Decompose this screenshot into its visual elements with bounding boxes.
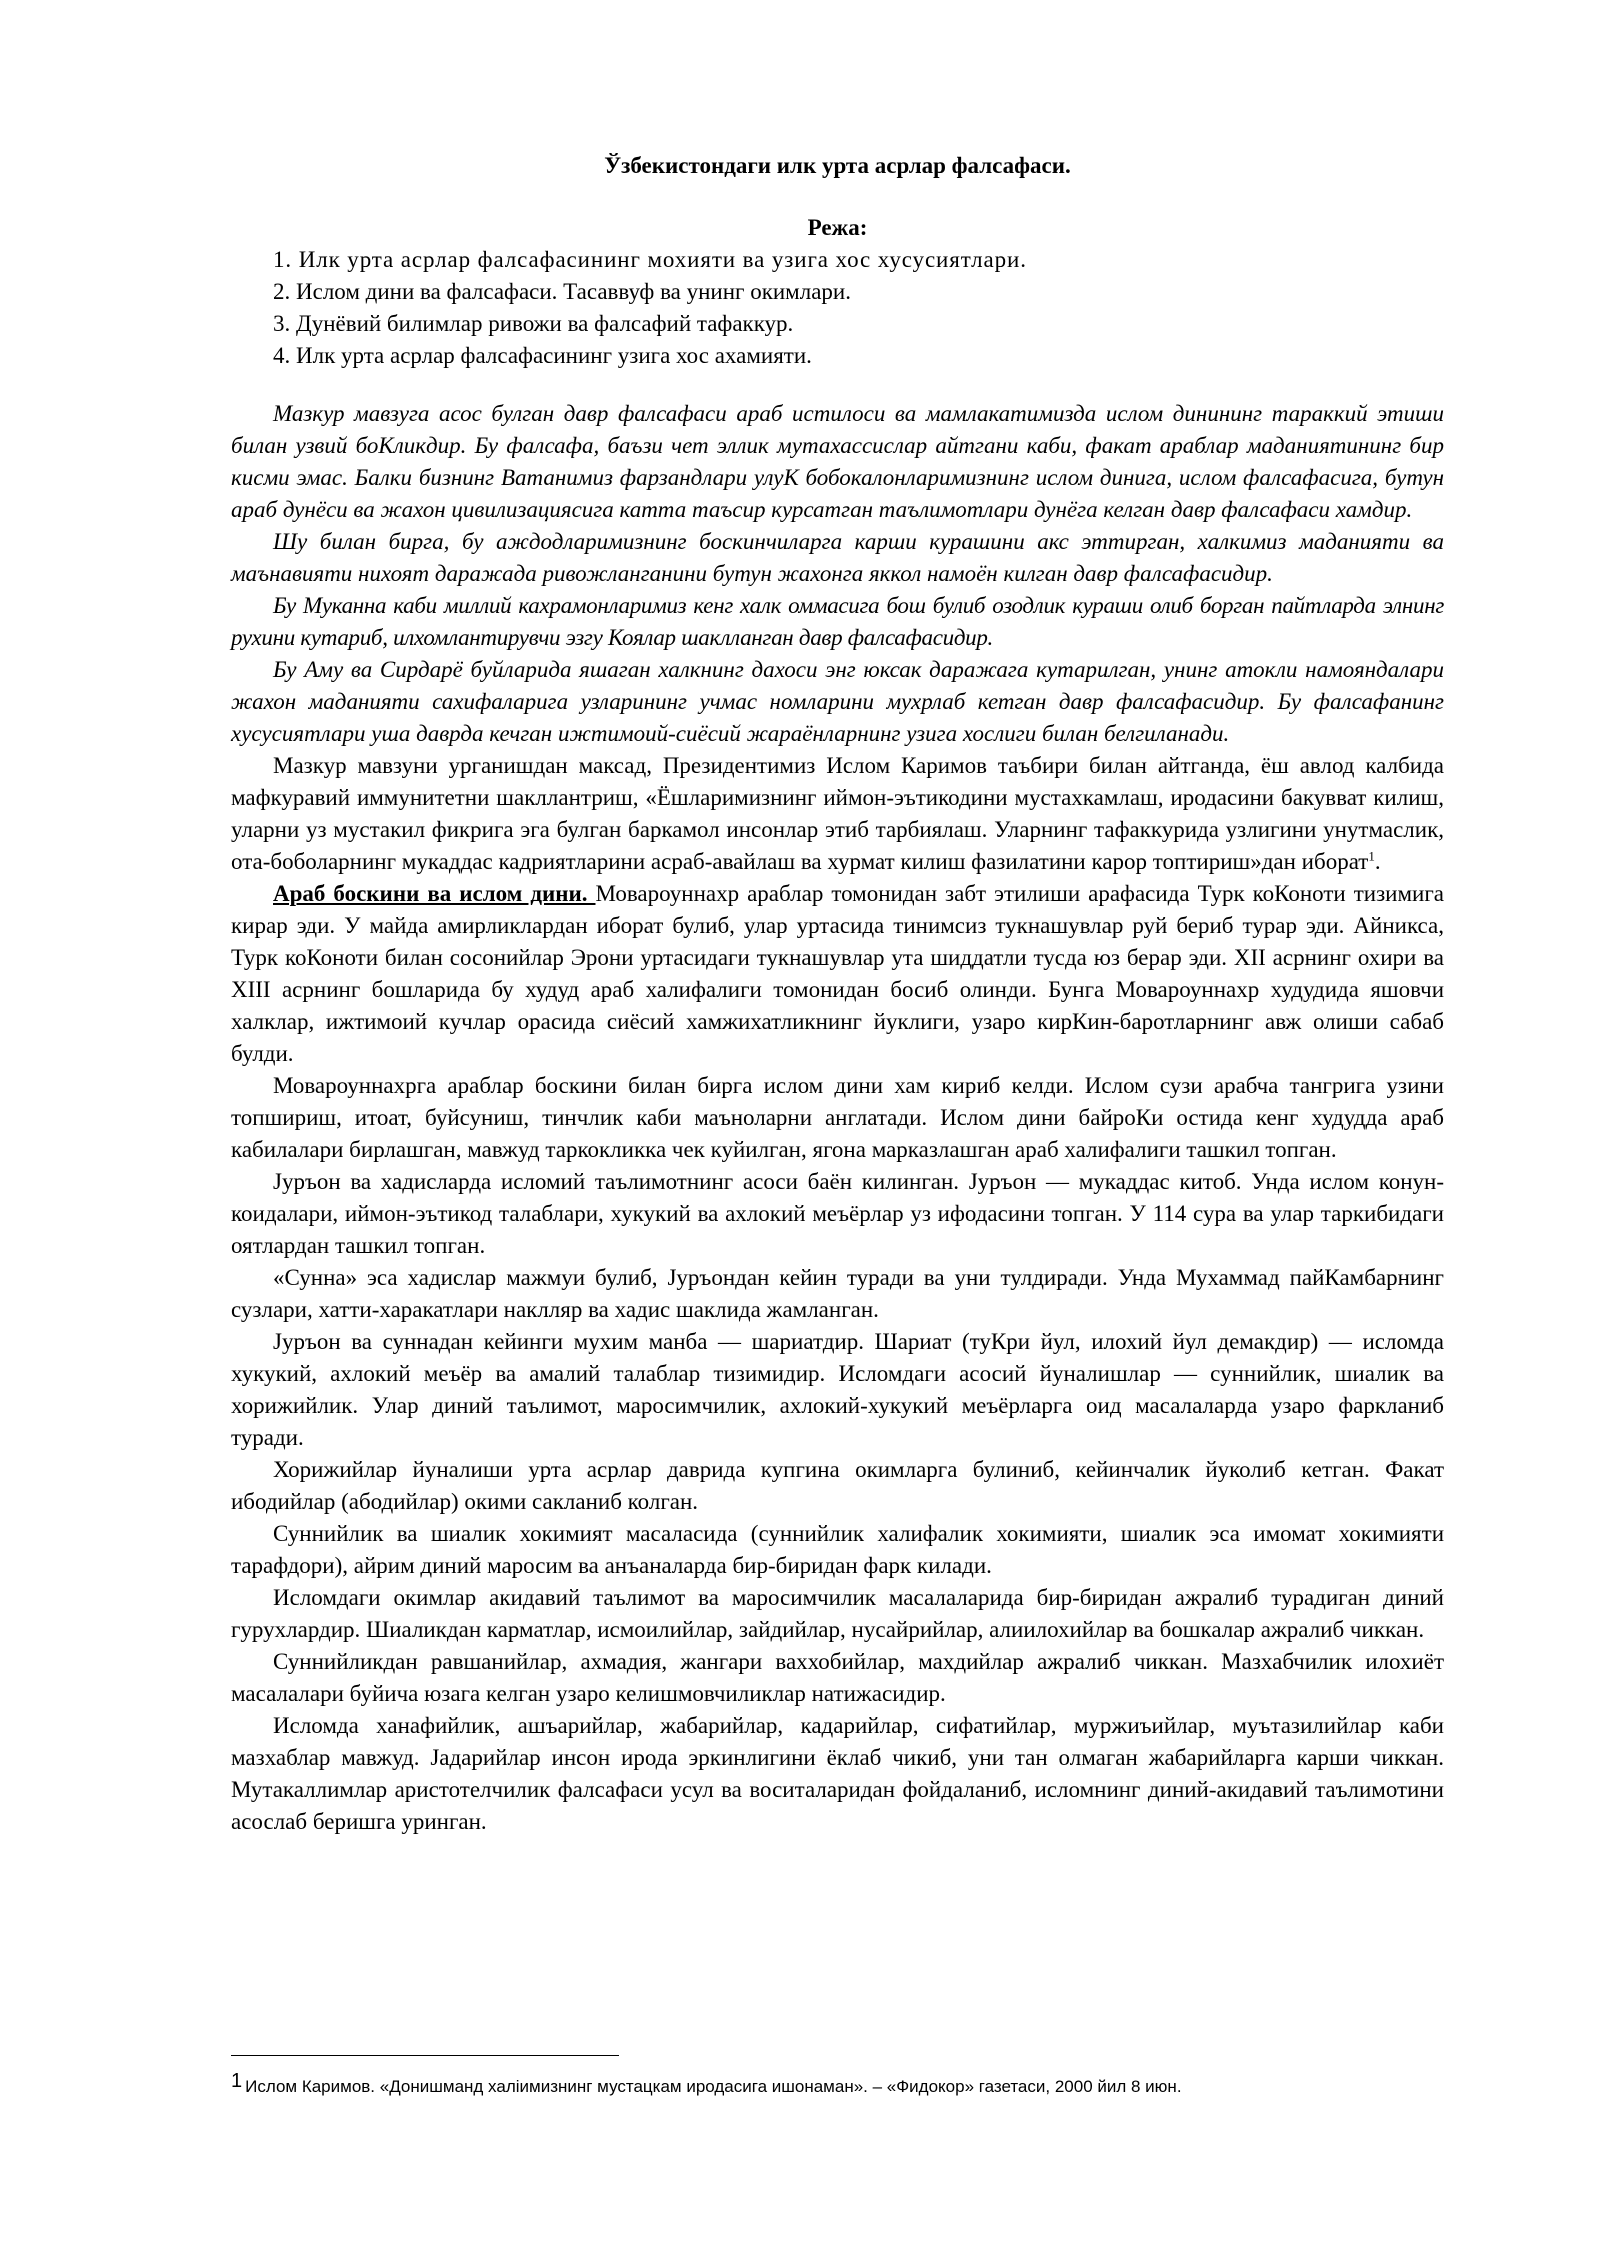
section-lead-text: Мовароуннахр араблар томонидан забт этилиши арафасида Турк коКоноти тизимига кирар эди. У майда амирликлардан иборат булиб, улар уртасида тинимсиз тукнашувлар руй бериб турар эди. Айникса, Турк коКоноти билан сосонийлар Эрони уртасидаги тукнашувлар ута шиддатли тусда юз берар эди. XII асрнинг охири ва XIII асрнинг бошларида бу худуд араб халифалиги томонидан босиб олинди. Бунга Мовароуннахр худудида яшовчи халклар, ижтимоий кучлар орасида сиёсий хамжихатликнинг йуклиги, узаро кирКин-баротларнинг авж олиши сабаб булди. [231,881,1444,1066]
plan-item: 4. Илк урта асрлар фалсафасининг узига хос ахамияти. [273,343,812,368]
intro-paragraph: Мазкур мавзуга асос булган давр фалсафаси араб истилоси ва мамлакатимизда ислом динининг тараккий этиши билан узвий боКликдир. Бу фалсафа, баъзи чет эллик мутахассислар айтгани каби, факат араблар маданиятининг бир кисми эмас. Балки бизнинг Ватанимиз фарзандлари улуК бобокалонларимизнинг ислом динига, ислом фалсафасига, бутун араб дунёси ва жахон цивилизациясига катта таъсир курсатган таълимотлари дунёга келган давр фалсафаси хамдир. [231,401,1444,522]
body-paragraph: Јуръон ва хадисларда исломий таълимотнинг асоси баён килинган. Јуръон — мукаддас китоб. Унда ислом конун-коидалари, иймон-эътикод талаблари, хукукий ва ахлокий меъёрлар уз ифодасини топган. У 114 сура ва улар таркибидаги оятлардан ташкил топган. [231,1169,1444,1258]
footnote-mark: 1 [231,2070,243,2092]
goal-paragraph-text: Мазкур мавзуни урганишдан максад, Президентимиз Ислом Каримов таъбири билан айтганда, ёш авлод калбида мафкуравий иммунитетни шакллантриш, «Ёшларимизнинг иймон-эътикодини мустахкамлаш, иродасини бакувват килиш, уларни уз мустакил фикрига эга булган баркамол инсонлар этиб тарбиялаш. Уларнинг тафаккурида узлигини унутмаслик, ота-боболарнинг мукаддас кадриятларини асраб-авайлаш ва хурмат килиш фазилатини карор топтириш»дан иборат [231,753,1444,874]
goal-paragraph: Мазкур мавзуни урганишдан максад, Президентимиз Ислом Каримов таъбири билан айтганда, ёш авлод калбида мафкуравий иммунитетни шакллантриш, «Ёшларимизнинг иймон-эътикодини мустахкамлаш, иродасини бакувват килиш, уларни уз мустакил фикрига эга булган баркамол инсонлар этиб тарбиялаш. Уларнинг тафаккурида узлигини унутмаслик, ота-боболарнинг мукаддас кадриятларини асраб-авайлаш ва хурмат килиш фазилатини карор топтириш»дан иборат$^1$. [231,753,1444,874]
intro-paragraph: Шу билан бирга, бу аждодларимизнинг боскинчиларга карши курашини акс эттирган, халкимиз маданияти ва маънавияти нихоят даражада ривожланганини бутун жахонга яккол намоён килган давр фалсафасидир. [231,529,1444,586]
body-paragraph: Јуръон ва суннадан кейинги мухим манба — шариатдир. Шариат (туКри йул, илохий йул демакдир) — исломда хукукий, ахлокий меъёр ва амалий талаблар тизимидир. Исломдаги асосий йуналишлар — суннийлик, шиалик ва хорижийлик. Улар диний таълимот, маросимчилик, ахлокий-хукукий меъёрларга оид масалаларда узаро фаркланиб туради. [231,1329,1444,1450]
plan-item: 2. Ислом дини ва фалсафаси. Тасаввуф ва унинг окимлари. [273,279,851,304]
plan-item: 1. Илк урта асрлар фалсафасининг мохияти ва узига хос хусусиятлари. [273,247,1027,272]
document-title: Ўзбекистондаги илк урта асрлар фалсафаси. [604,153,1071,178]
footnote-separator [231,2055,619,2056]
plan-heading: Режа: [807,215,868,240]
plan-item: 3. Дунёвий билимлар ривожи ва фалсафий тафаккур. [273,311,794,336]
document-page [231,150,1444,1838]
plan-list [231,244,1444,372]
footnote [231,2068,1444,2100]
body-paragraph: Суннийлик ва шиалик хокимият масаласида (суннийлик халифалик хокимияти, шиалик эса имомат хокимияти тарафдори), айрим диний маросим ва анъаналарда бир-биридан фарк килади. [231,1521,1444,1578]
section-heading: Араб боскини ва ислом дини. [273,881,596,906]
body-paragraph: Суннийликдан равшанийлар, ахмадия, жангари ваххобийлар, махдийлар ажралиб чиккан. Мазхабчилик илохиёт масалалари буйича юзага келган узаро келишмовчиликлар натижасидир. [231,1649,1444,1706]
body-paragraph: Мовароуннахрга араблар боскини билан бирга ислом дини хам кириб келди. Ислом сузи арабча тангрига узини топшириш, итоат, буйсуниш, тинчлик каби маъноларни англатади. Ислом дини байроКи остида кенг худудда араб кабилалари бирлашган, мавжуд таркокликка чек куйилган, ягона марказлашган араб халифалиги ташкил топган. [231,1073,1444,1162]
body-paragraph: Исломдаги окимлар акидавий таълимот ва маросимчилик масалаларида бир-биридан ажралиб турадиган диний гурухлардир. Шиаликдан карматлар, исмоилийлар, зайдийлар, нусайрийлар, алиилохийлар ва бошкалар ажралиб чиккан. [231,1585,1444,1642]
body-paragraph: Хорижийлар йуналиши урта асрлар даврида купгина окимларга булиниб, кейинчалик йуколиб кетган. Факат ибодийлар (абодийлар) окими сакланиб колган. [231,1457,1444,1514]
footnote-text: Ислом Каримов. «Донишманд халiимизнинг мустацкам иродасига ишонаман». – «Фидокор» газетаси, 2000 йил 8 июн. [245,2077,1182,2096]
intro-paragraph: Бу Муканна каби миллий кахрамонларимиз кенг халк оммасига бош булиб озодлик кураши олиб борган пайтларда элнинг рухини кутариб, илхомлантирувчи эзгу Коялар шаклланган давр фалсафасидир. [231,593,1444,650]
intro-paragraph: Бу Аму ва Сирдарё буйларида яшаган халкнинг дахоси энг юксак даражага кутарилган, унинг атокли намояндалари жахон маданияти сахифаларига узларининг учмас номларини мухрлаб кетган давр фалсафасидир. Бу фалсафанинг хусусиятлари уша даврда кечган ижтимоий-сиёсий жараёнларнинг узига хослиги билан белгиланади. [231,657,1444,746]
body-paragraph: Исломда ханафийлик, ашъарийлар, жабарийлар, кадарийлар, сифатийлар, муржиъийлар, муътазилийлар каби мазхаблар мавжуд. Јадарийлар инсон ирода эркинлигини ёклаб чикиб, уни тан олмаган жабарийларга карши чиккан. Мутакаллимлар аристотелчилик фалсафаси усул ва воситаларидан фойдаланиб, исломнинг диний-акидавий таълимотини асослаб беришга уринган. [231,1713,1444,1834]
section-paragraph [231,878,1444,1070]
body-paragraph: «Сунна» эса хадислар мажмуи булиб, Јуръондан кейин туради ва уни тулдиради. Унда Мухаммад пайКамбарнинг сузлари, хатти-харакатлари наклляр ва хадис шаклида жамланган. [231,1265,1444,1322]
footnote-reference: 1 [1368,848,1375,864]
